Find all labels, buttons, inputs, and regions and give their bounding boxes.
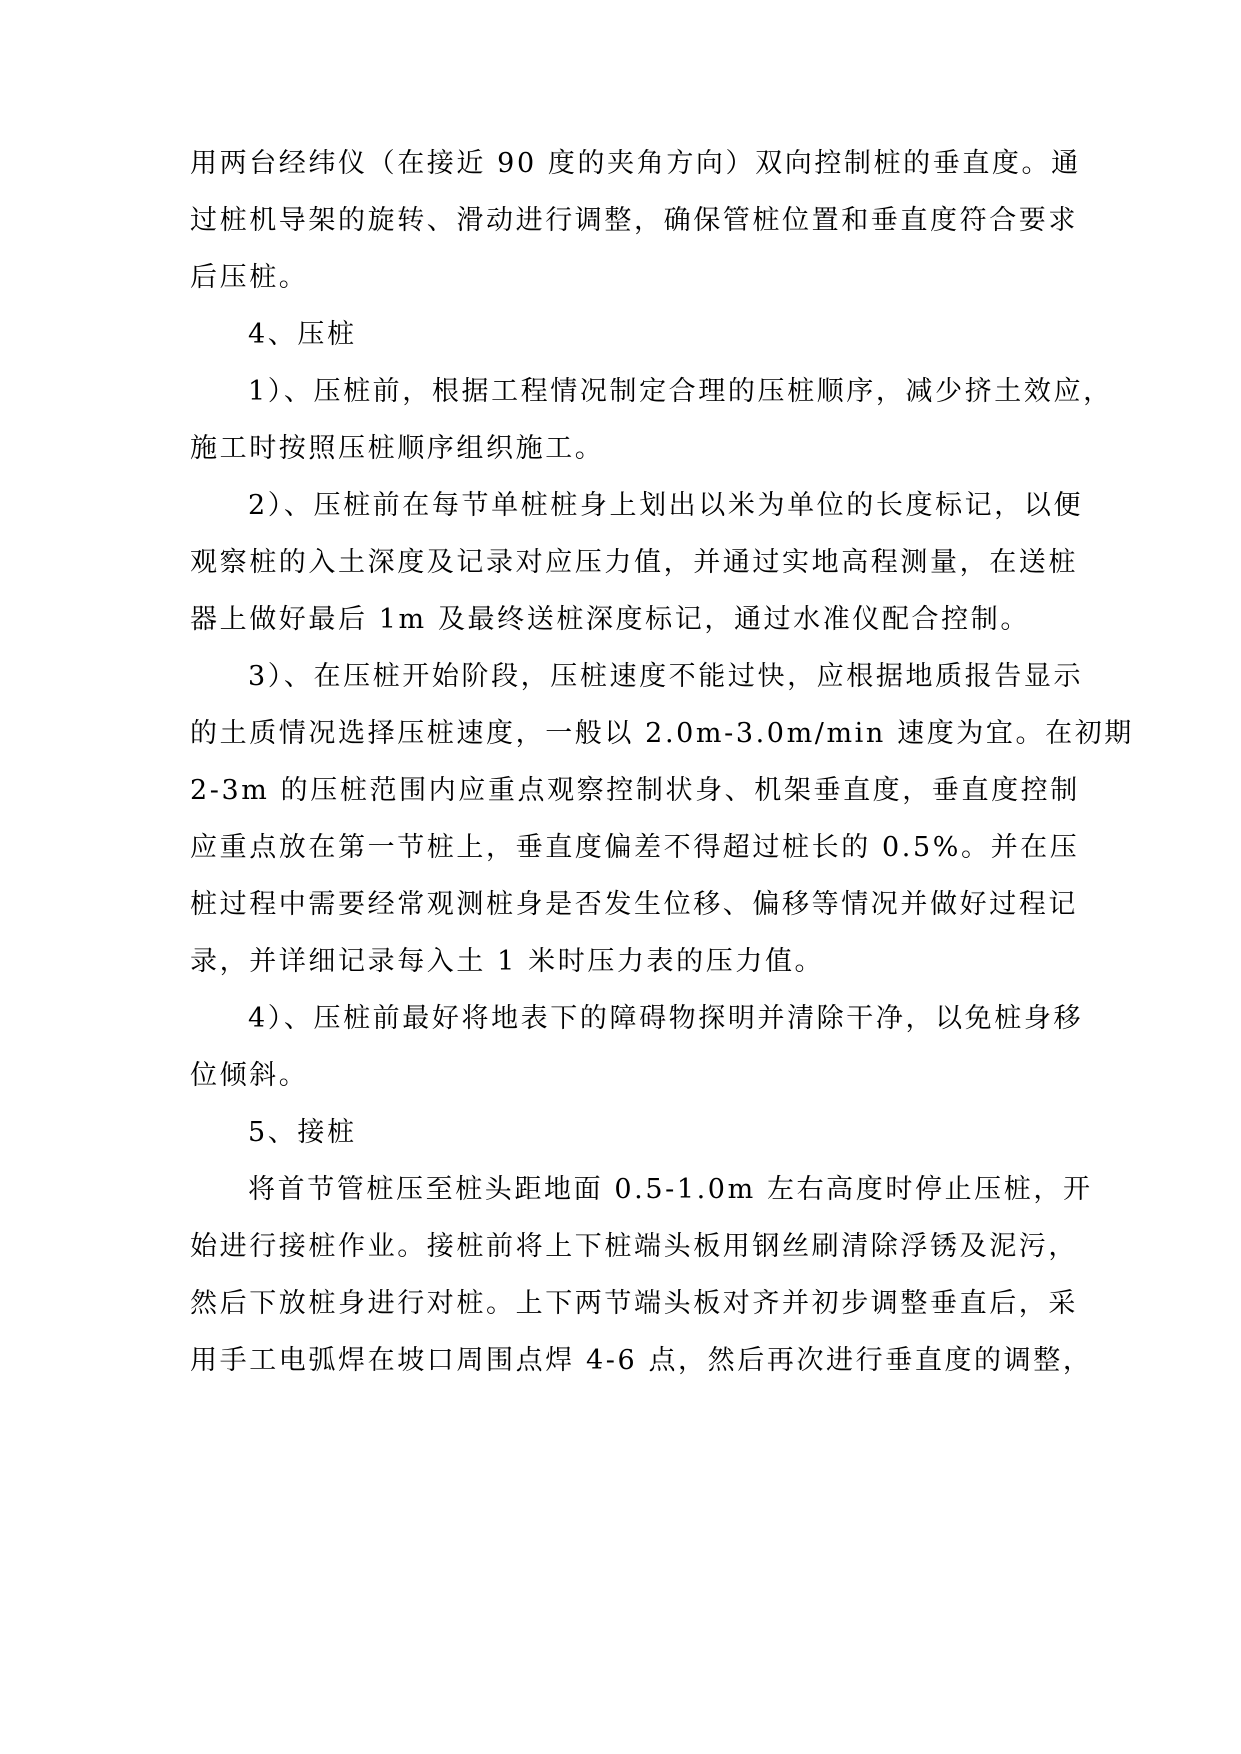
section-heading: 5、接桩 (248, 1117, 357, 1148)
text-line: 将首节管桩压至桩头距地面 0.5-1.0m 左右高度时停止压桩，开 (248, 1174, 1093, 1205)
text-line: 桩过程中需要经常观测桩身是否发生位移、偏移等情况并做好过程记 (190, 889, 1078, 920)
text-line: 1）、压桩前，根据工程情况制定合理的压桩顺序，减少挤土效应， (248, 376, 1113, 407)
text-line: 施工时按照压桩顺序组织施工。 (190, 433, 605, 464)
text-line: 应重点放在第一节桩上，垂直度偏差不得超过桩长的 0.5%。并在压 (190, 832, 1080, 863)
text-line: 后压桩。 (190, 262, 309, 293)
text-line: 过桩机导架的旋转、滑动进行调整，确保管桩位置和垂直度符合要求 (190, 205, 1078, 236)
text-line: 2-3m 的压桩范围内应重点观察控制状身、机架垂直度，垂直度控制 (190, 775, 1080, 806)
text-line: 观察桩的入土深度及记录对应压力值，并通过实地高程测量，在送桩 (190, 547, 1078, 578)
text-line: 位倾斜。 (190, 1060, 309, 1091)
section-heading: 4、压桩 (248, 319, 357, 350)
text-line: 器上做好最后 1m 及最终送桩深度标记，通过水准仪配合控制。 (190, 604, 1030, 635)
text-line: 3）、在压桩开始阶段，压桩速度不能过快，应根据地质报告显示 (248, 661, 1084, 692)
text-line: 始进行接桩作业。接桩前将上下桩端头板用钢丝刷清除浮锈及泥污， (190, 1231, 1078, 1262)
text-line: 然后下放桩身进行对桩。上下两节端头板对齐并初步调整垂直后，采 (190, 1288, 1078, 1319)
text-line: 4）、压桩前最好将地表下的障碍物探明并清除干净，以免桩身移 (248, 1003, 1084, 1034)
text-line: 录，并详细记录每入土 1 米时压力表的压力值。 (190, 946, 825, 977)
text-line: 2）、压桩前在每节单桩桩身上划出以米为单位的长度标记，以便 (248, 490, 1084, 521)
text-line: 用手工电弧焊在坡口周围点焊 4-6 点，然后再次进行垂直度的调整， (190, 1345, 1093, 1376)
text-line: 的土质情况选择压桩速度，一般以 2.0m-3.0m/min 速度为宜。在初期 (190, 718, 1134, 749)
text-line: 用两台经纬仪（在接近 90 度的夹角方向）双向控制桩的垂直度。通 (190, 148, 1081, 179)
